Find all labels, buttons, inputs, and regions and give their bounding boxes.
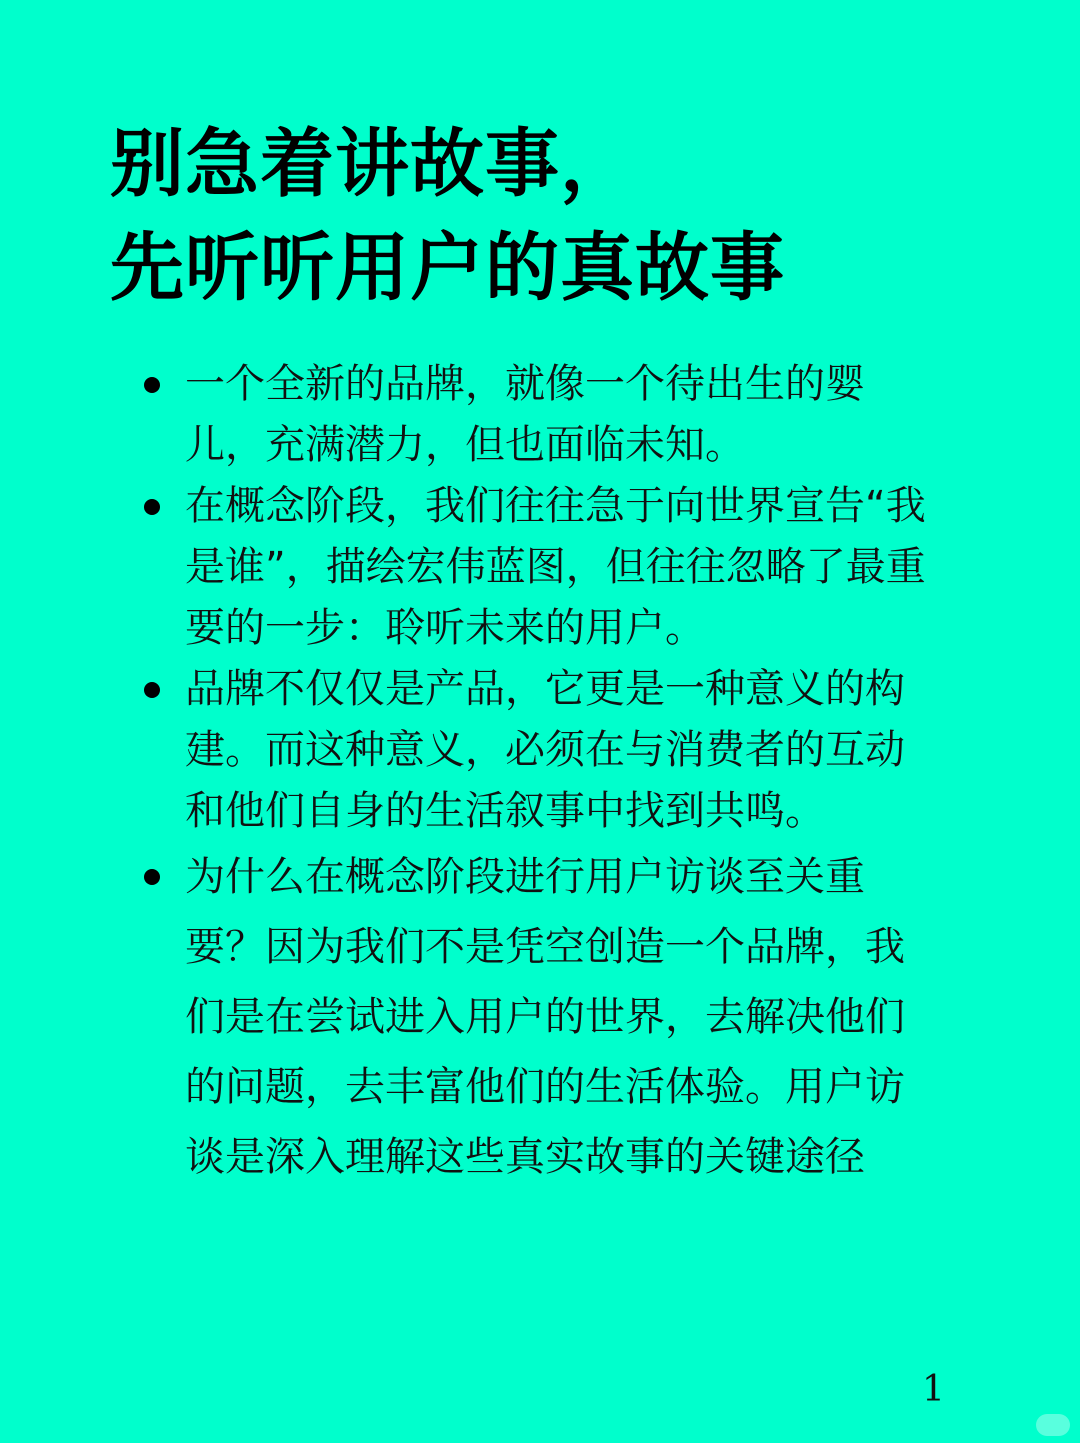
list-item <box>140 659 940 842</box>
list-item <box>140 354 940 476</box>
list-item <box>140 842 940 1192</box>
page-title <box>110 112 1010 320</box>
list-item <box>140 476 940 659</box>
page-number: 1 <box>922 1369 945 1410</box>
bullet-dot-icon <box>144 869 160 885</box>
title-line-2: 先听听用户的真故事 <box>110 225 785 311</box>
bullet-text: 为什么在概念阶段进行用户访谈至关重要？因为我们不是凭空创造一个品牌，我们是在尝试进入用户的世界，去解决他们的问题，去丰富他们的生活体验。用户访谈是深入理解这些真实故事的关键途径 <box>185 854 905 1180</box>
bullet-list <box>140 354 940 1192</box>
bullet-text: 一个全新的品牌，就像一个待出生的婴儿，充满潜力，但也面临未知。 <box>185 361 865 468</box>
bullet-text: 在概念阶段，我们往往急于向世界宣告“我是谁”，描绘宏伟蓝图，但往往忽略了最重要的一步：聆听未来的用户。 <box>185 483 926 651</box>
bullet-dot-icon <box>144 377 160 393</box>
bullet-text: 品牌不仅仅是产品，它更是一种意义的构建。而这种意义，必须在与消费者的互动和他们自身的生活叙事中找到共鸣。 <box>185 666 905 834</box>
bullet-dot-icon <box>144 499 160 515</box>
watermark-badge <box>1036 1414 1070 1436</box>
bullet-dot-icon <box>144 682 160 698</box>
title-line-1: 别急着讲故事， <box>110 121 635 207</box>
